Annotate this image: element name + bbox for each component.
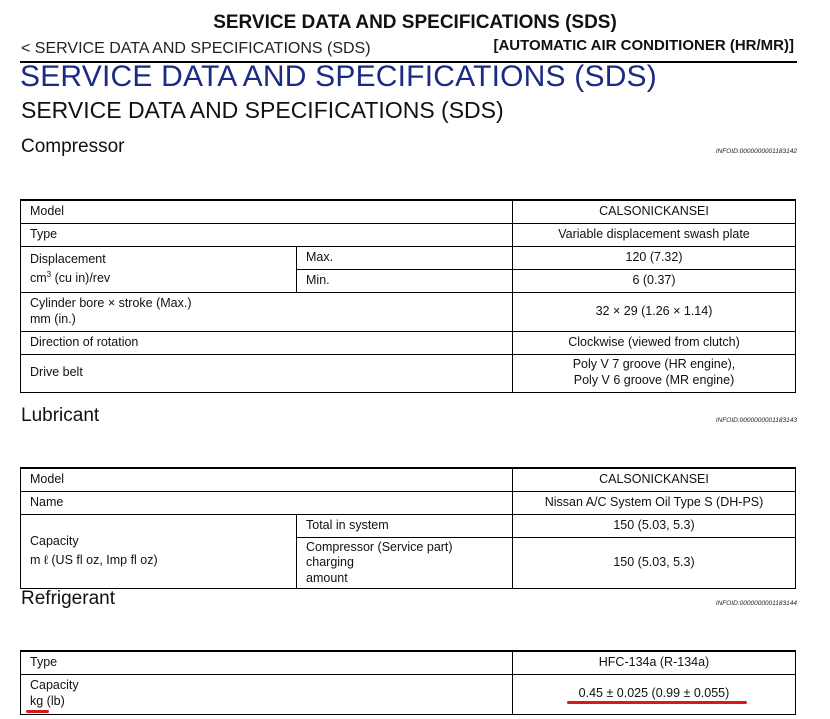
section-tag: [AUTOMATIC AIR CONDITIONER (HR/MR)] [493,37,794,54]
cell-value: 120 (7.32) [513,246,796,269]
lubricant-table [20,467,796,589]
cell-value: 6 (0.37) [513,269,796,292]
value-underline-annotation [567,701,747,704]
cell-label: Type [21,223,513,246]
table-row [21,354,796,392]
cell-value: Variable displacement swash plate [513,223,796,246]
cell-value: Clockwise (viewed from clutch) [513,331,796,354]
cell-sublabel: Total in system [297,514,513,537]
capacity-label: Capacity [30,678,79,693]
cell-sublabel [297,537,513,589]
cell-label [21,674,513,714]
comp-label-line2: amount [306,570,348,585]
lubricant-infoid: INFOID:0000000001183143 [715,417,797,424]
lubricant-heading: Lubricant [21,405,100,426]
page-top-title: SERVICE DATA AND SPECIFICATIONS (SDS) [213,12,617,33]
table-row [21,223,796,246]
capacity-label: Capacity [30,534,79,549]
table-row [21,674,796,714]
capacity-unit: kg (lb) [30,694,65,708]
table-row [21,651,796,674]
cell-label [21,246,297,292]
cell-value: HFC-134a (R-134a) [513,651,796,674]
displacement-unit: $cm^3$ (cu in)/rev [30,269,111,285]
refrigerant-infoid: INFOID:0000000001183144 [715,600,797,607]
capacity-unit: m ℓ (US fl oz, Imp fl oz) [30,552,158,567]
bore-label-line1: Cylinder bore × stroke (Max.) [30,295,192,310]
compressor-infoid: INFOID:0000000001183142 [715,148,797,155]
table-row [21,200,796,223]
cell-value: 150 (5.03, 5.3) [513,514,796,537]
displacement-label: Displacement [30,251,106,266]
table-row [21,292,796,331]
cell-label: Model [21,468,513,491]
compressor-table [20,199,796,393]
comp-label-line1: Compressor (Service part) charging [306,539,453,570]
cell-value: CALSONICKANSEI [513,200,796,223]
belt-value-line1: Poly V 7 groove (HR engine), [572,357,736,372]
cell-value: Nissan A/C System Oil Type S (DH-PS) [513,491,796,514]
cell-label: Name [21,491,513,514]
page-title: SERVICE DATA AND SPECIFICATIONS (SDS) [20,60,657,93]
table-row [21,514,796,537]
unit-underline-annotation [26,710,49,713]
cell-label: Direction of rotation [21,331,513,354]
table-row [21,468,796,491]
bore-label-line2: mm (in.) [30,311,76,326]
breadcrumb[interactable]: < SERVICE DATA AND SPECIFICATIONS (SDS) [21,40,371,57]
refrigerant-heading: Refrigerant [21,588,115,609]
belt-value-line2: Poly V 6 groove (MR engine) [573,373,735,387]
compressor-heading: Compressor [21,136,125,157]
page-subtitle: SERVICE DATA AND SPECIFICATIONS (SDS) [21,97,504,123]
cell-sublabel: Min. [297,269,513,292]
cell-sublabel: Max. [297,246,513,269]
cell-value: CALSONICKANSEI [513,468,796,491]
cell-value: 0.45 ± 0.025 (0.99 ± 0.055) [513,674,796,714]
cell-label [21,514,297,589]
cell-value [513,354,796,392]
table-row [21,491,796,514]
cell-label [21,292,513,331]
cell-label: Drive belt [21,354,513,392]
cell-value: 150 (5.03, 5.3) [513,537,796,589]
refrigerant-table [20,650,796,715]
table-row [21,246,796,269]
cell-label: Type [21,651,513,674]
cell-value: 32 × 29 (1.26 × 1.14) [513,292,796,331]
table-row [21,331,796,354]
cell-label: Model [21,200,513,223]
